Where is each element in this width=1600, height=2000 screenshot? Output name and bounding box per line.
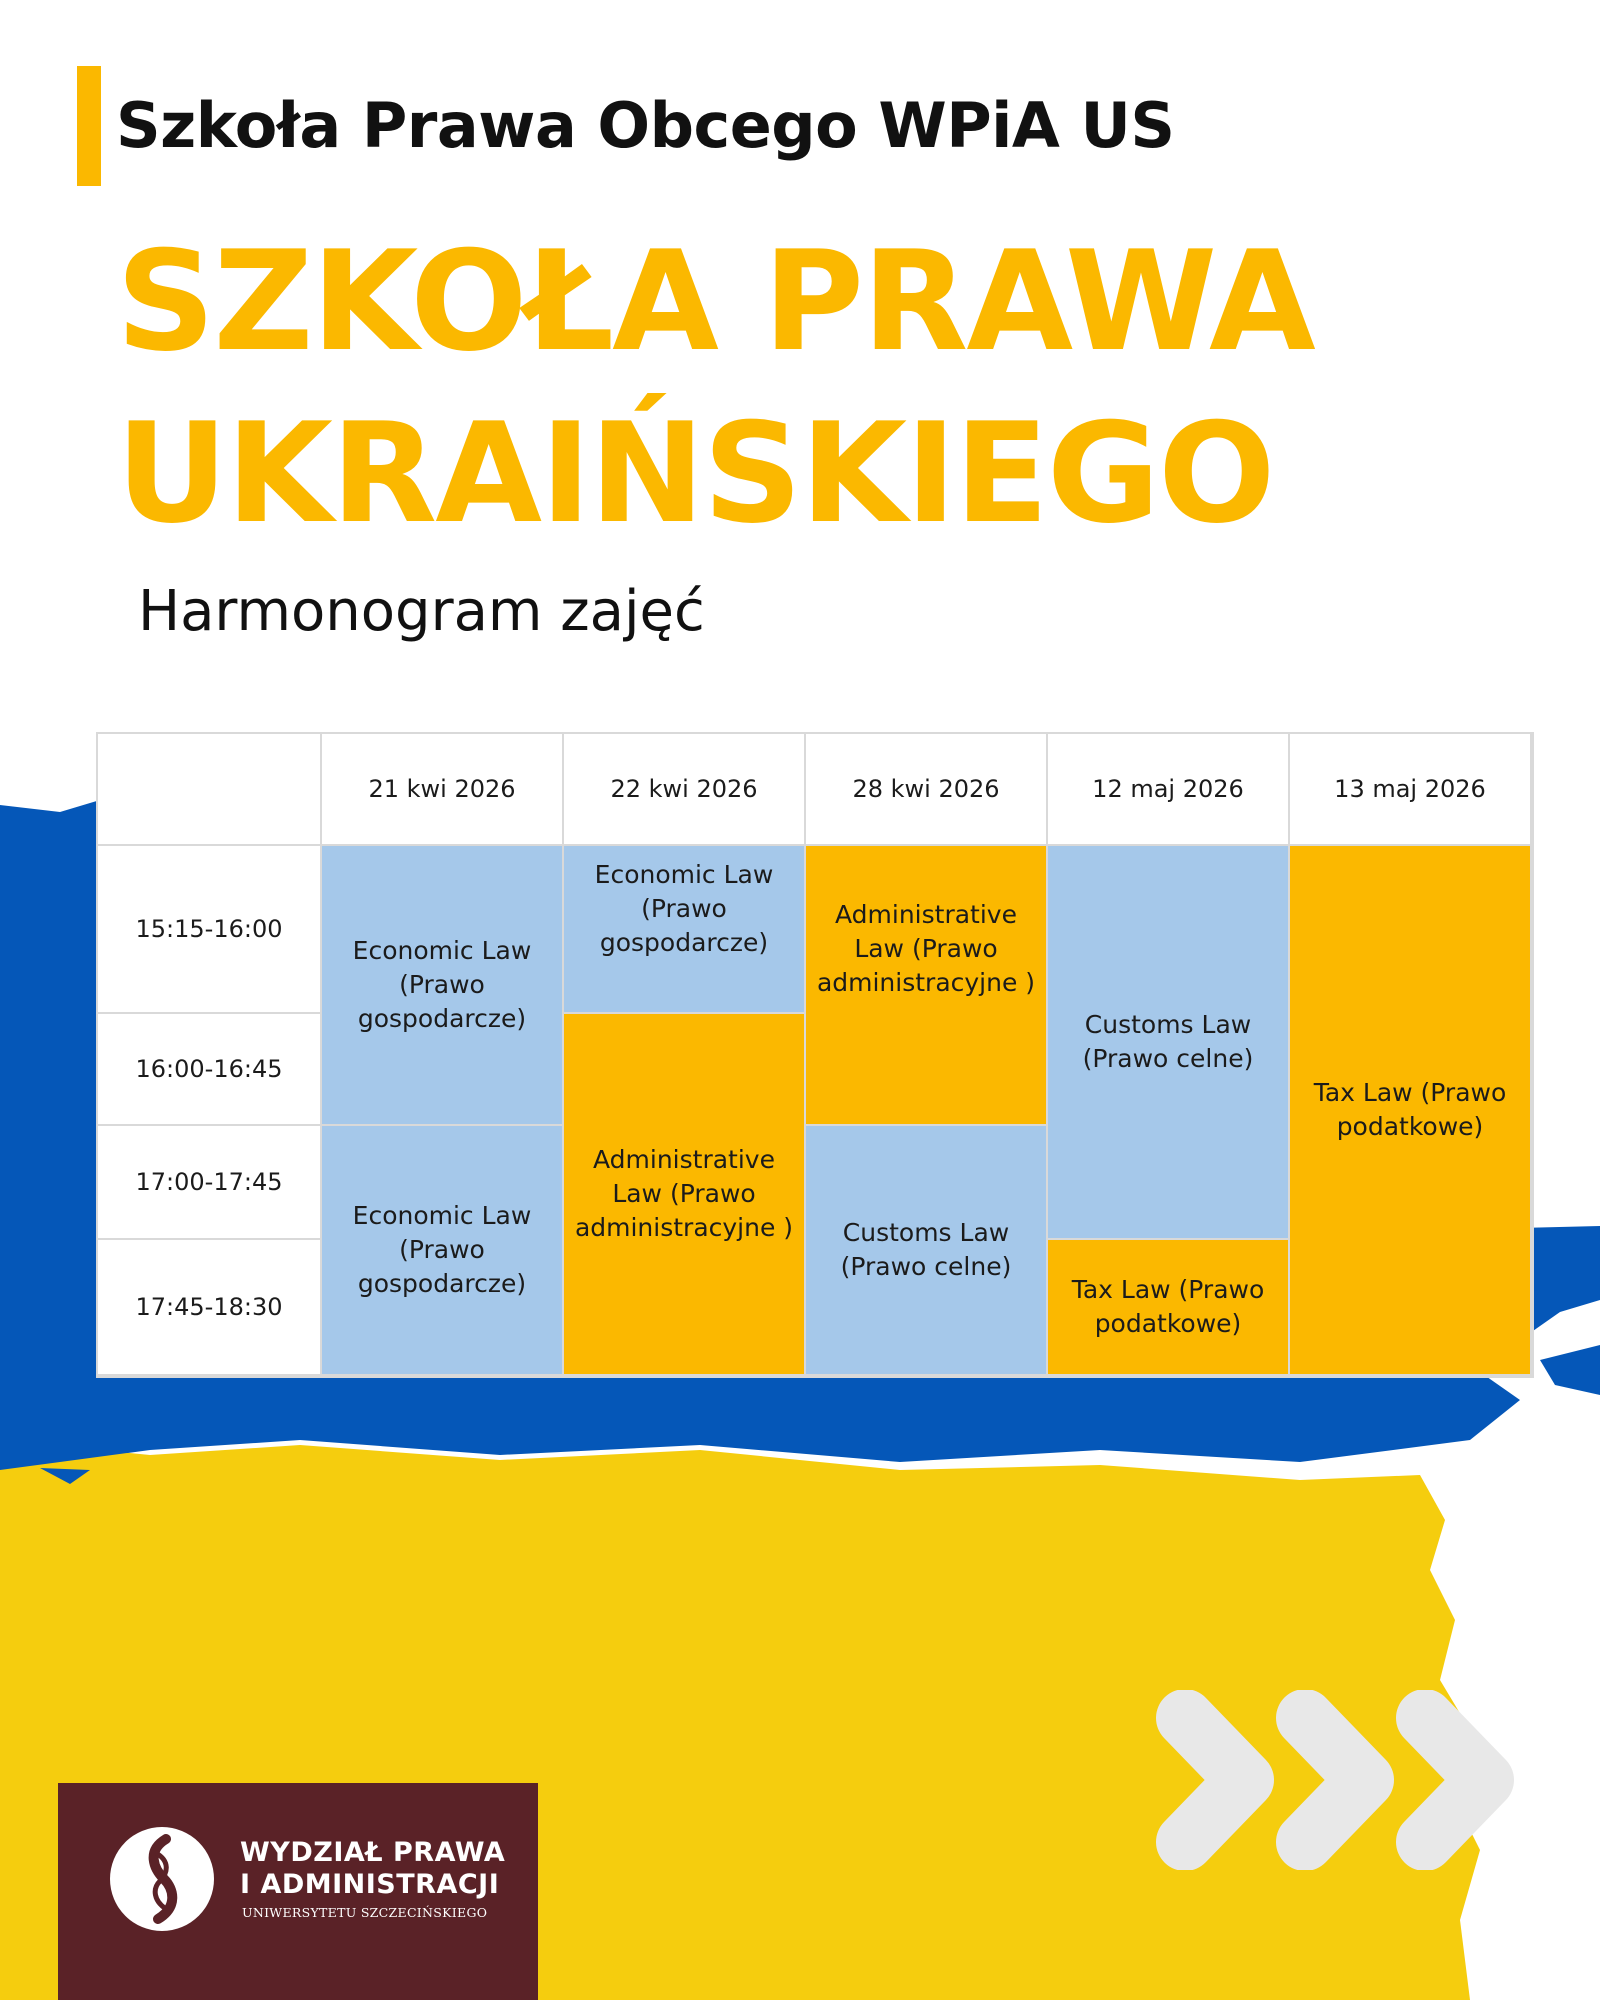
time-slot: 15:15-16:00 — [98, 846, 322, 1014]
date-header: 21 kwi 2026 — [322, 734, 564, 846]
schedule-table — [96, 732, 1534, 1378]
main-title-line2: UKRAIŃSKIEGO — [116, 393, 1274, 554]
chevrons-right-icon — [1150, 1690, 1530, 1870]
class-block-economic-law: Economic Law (Prawo gospodarcze) — [322, 1126, 564, 1376]
time-slot: 17:45-18:30 — [98, 1240, 322, 1376]
class-block-economic-law: Economic Law (Prawo gospodarcze) — [564, 846, 806, 1014]
faculty-emblem-icon — [108, 1825, 216, 1933]
time-slot: 17:00-17:45 — [98, 1126, 322, 1240]
schedule-subtitle: Harmonogram zajęć — [138, 579, 705, 644]
class-block-administrative-law: Administrative Law (Prawo administracyjne ) — [806, 846, 1048, 1126]
date-header: 28 kwi 2026 — [806, 734, 1048, 846]
faculty-logo — [58, 1783, 538, 2000]
date-header: 13 maj 2026 — [1290, 734, 1532, 846]
org-title: Szkoła Prawa Obcego WPiA US — [116, 89, 1175, 162]
class-block-customs-law: Customs Law (Prawo celne) — [1048, 846, 1290, 1240]
logo-text-line1: WYDZIAŁ PRAWA — [240, 1837, 506, 1868]
class-block-administrative-law: Administrative Law (Prawo administracyjne ) — [564, 1014, 806, 1376]
class-block-economic-law: Economic Law (Prawo gospodarcze) — [322, 846, 564, 1126]
main-title — [116, 216, 1576, 560]
title-accent-bar — [77, 66, 101, 186]
corner-cell — [98, 734, 322, 846]
class-block-customs-law: Customs Law (Prawo celne) — [806, 1126, 1048, 1376]
class-block-tax-law: Tax Law (Prawo podatkowe) — [1290, 846, 1532, 1376]
time-slot: 16:00-16:45 — [98, 1014, 322, 1126]
class-block-tax-law: Tax Law (Prawo podatkowe) — [1048, 1240, 1290, 1376]
date-header: 22 kwi 2026 — [564, 734, 806, 846]
logo-text-line2: I ADMINISTRACJI — [240, 1869, 500, 1900]
main-title-line1: SZKOŁA PRAWA — [116, 221, 1314, 382]
date-header: 12 maj 2026 — [1048, 734, 1290, 846]
logo-text-line3: UNIWERSYTETU SZCZECIŃSKIEGO — [242, 1905, 488, 1920]
